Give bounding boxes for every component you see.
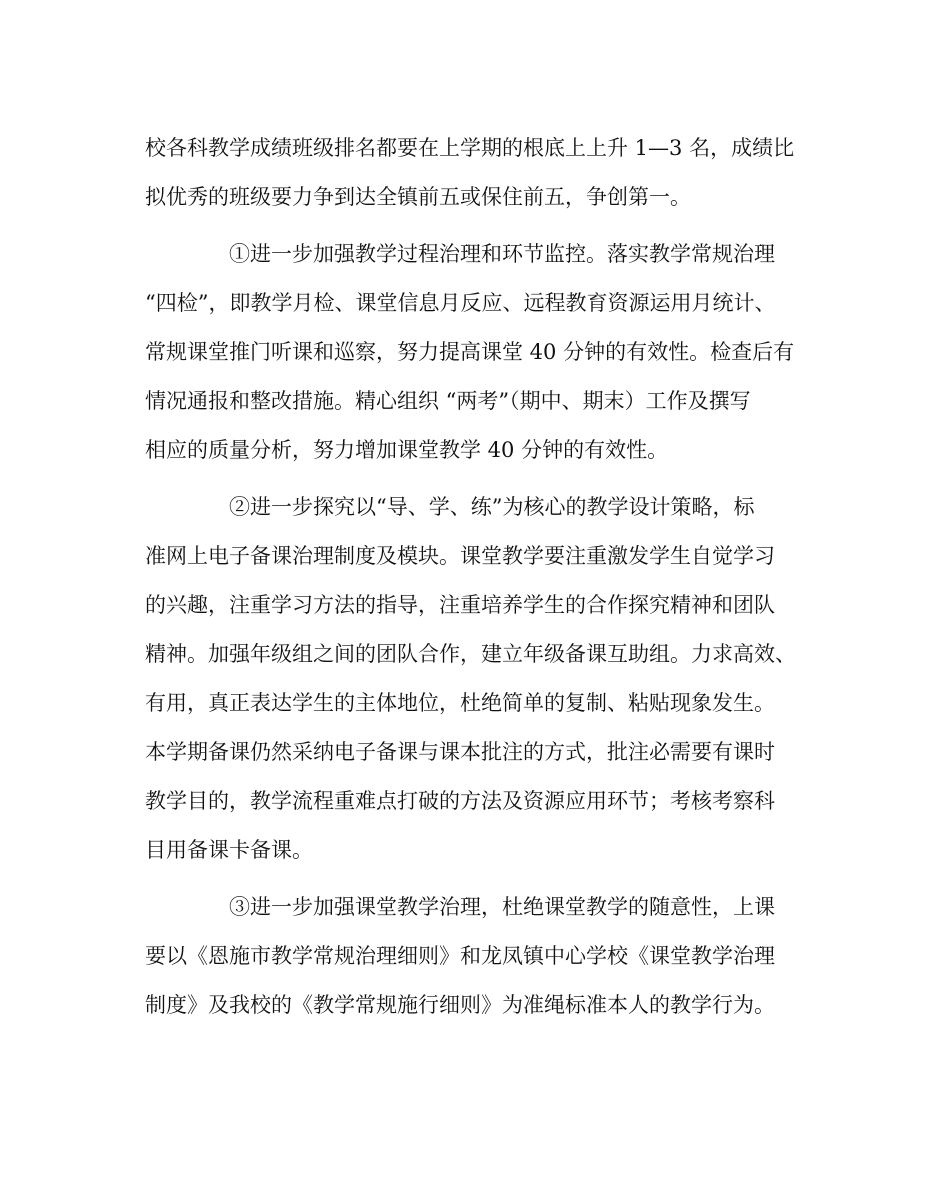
text-line: 教学目的，教学流程重难点打破的方法及资源应用环节；考核考察科 xyxy=(145,789,775,813)
text-line: 要以《恩施市教学常规治理细则》和龙凤镇中心学校《课堂教学治理 xyxy=(145,944,775,968)
text-line: 情况通报和整改措施。精心组织 “两考”（期中、期末）工作及撰写 xyxy=(145,389,751,413)
paragraph-1 xyxy=(145,124,815,222)
text-line: 的兴趣，注重学习方法的指导，注重培养学生的合作探究精神和团队 xyxy=(145,593,775,617)
paragraph-4 xyxy=(145,883,815,1030)
text-line: 校各科教学成绩班级排名都要在上学期的根底上上升 1—3 名，成绩比 xyxy=(145,136,795,160)
document-body xyxy=(145,124,815,1038)
text-line: 本学期备课仍然采纳电子备课与课本批注的方式，批注必需要有课时 xyxy=(145,740,775,764)
text-line: 准网上电子备课治理制度及模块。课堂教学要注重激发学生自觉学习 xyxy=(145,544,775,568)
text-line: ①进一步加强教学过程治理和环节监控。落实教学常规治理 xyxy=(229,242,775,266)
text-line: ②进一步探究以“导、学、练”为核心的教学设计策略，标 xyxy=(229,495,755,519)
text-line: 有用，真正表达学生的主体地位，杜绝简单的复制、粘贴现象发生。 xyxy=(145,691,775,715)
text-line: 相应的质量分析，努力增加课堂教学 40 分钟的有效性。 xyxy=(145,438,669,462)
text-line: “四检”，即教学月检、课堂信息月反应、远程教育资源运用月统计、 xyxy=(145,291,776,315)
text-line: 精神。加强年级组之间的团队合作，建立年级备课互助组。力求高效、 xyxy=(145,642,796,666)
text-line: 拟优秀的班级要力争到达全镇前五或保住前五，争创第一。 xyxy=(145,185,691,209)
text-line: ③进一步加强课堂教学治理，杜绝课堂教学的随意性，上课 xyxy=(229,895,775,919)
text-line: 常规课堂推门听课和巡察，努力提高课堂 40 分钟的有效性。检查后有 xyxy=(145,340,795,364)
paragraph-2 xyxy=(145,230,815,475)
paragraph-3 xyxy=(145,483,815,875)
text-line: 制度》及我校的《教学常规施行细则》为准绳标准本人的教学行为。 xyxy=(145,993,775,1017)
text-line: 目用备课卡备课。 xyxy=(145,838,313,862)
